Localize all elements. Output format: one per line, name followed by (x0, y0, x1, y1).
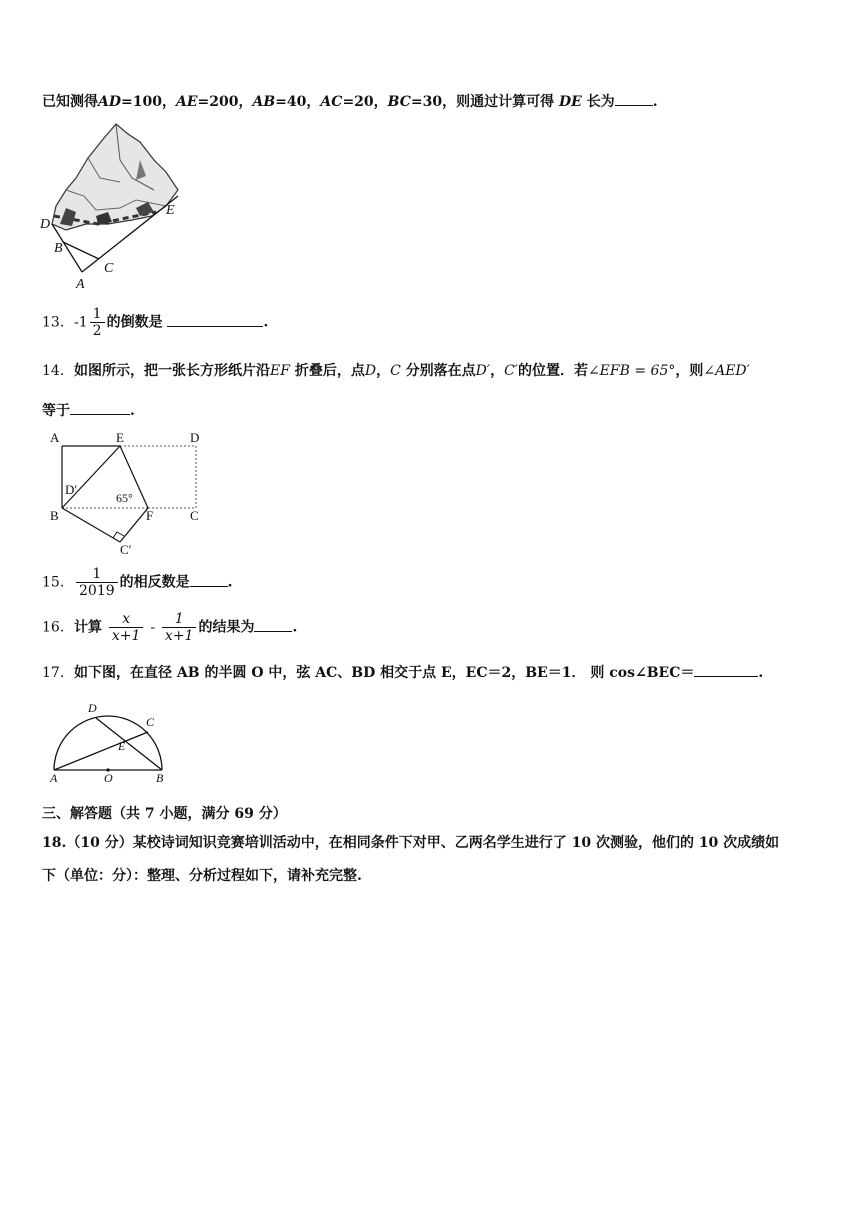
q14-text-line2: 等于 . (42, 403, 135, 419)
q14-figure (50, 430, 210, 555)
fraction-1-over-2019: $\frac{1}{2019}$ (76, 566, 118, 599)
q14-text: 14. 如图所示，把一张长方形纸片沿EF 折叠后，点D，C 分别落在点D′，C′的位置．若∠EFB = 65°，则∠AED′ (42, 363, 750, 379)
q17-figure (46, 700, 176, 790)
label-O: O (104, 771, 113, 785)
section-heading: 三、解答题（共 7 小题，满分 69 分） (42, 806, 287, 822)
label-B: B (50, 508, 59, 523)
q18-text-line1: 18.（10 分）某校诗词知识竞赛培训活动中，在相同条件下对甲、乙两名学生进行了 10 次测验，他们的 10 次成绩如 (42, 835, 780, 851)
q13-text: 13. -1 $\frac{1}{2}$ 的倒数是 . (42, 306, 269, 339)
label-C-prime: C′ (120, 542, 132, 557)
answer-blank-17[interactable] (694, 664, 758, 677)
answer-blank-14[interactable] (70, 402, 130, 415)
answer-blank-12[interactable] (615, 93, 653, 106)
answer-blank-13[interactable] (167, 314, 263, 327)
q12-text: 已知测得AD=100，AE=200，AB=40，AC=20，BC=30，则通过计算可得 DE 长为 . (42, 94, 658, 110)
label-E: E (166, 203, 175, 218)
label-C: C (146, 715, 155, 729)
label-B: B (54, 241, 63, 256)
q18-text-line2: 下（单位：分）：整理、分析过程如下，请补充完整. (42, 868, 362, 884)
label-D: D (190, 430, 200, 445)
q17-text: 17. 如下图，在直径 AB 的半圆 O 中，弦 AC、BD 相交于点 E，EC＝2，BE＝1． 则 cos∠BEC＝ . (42, 665, 764, 681)
label-B: B (156, 771, 164, 785)
label-A: A (76, 277, 85, 292)
chord-AC (54, 732, 148, 770)
label-D-prime: D′ (65, 482, 78, 497)
fraction-1-over-x-plus-1: $\frac{1}{x+1}$ (162, 611, 197, 644)
rock-shape (52, 124, 178, 230)
q16-text: 16. 计算 $\frac{x}{x+1}$ - $\frac{1}{x+1}$ 的结果为 . (42, 611, 298, 644)
q15-text: 15. $\frac{1}{2019}$ 的相反数是 . (42, 566, 233, 599)
label-D: D (88, 701, 97, 715)
label-E: E (118, 739, 126, 753)
label-C: C (190, 508, 199, 523)
label-E: E (116, 430, 124, 445)
edge-B-C-prime (62, 508, 120, 542)
edge-C-prime-F (120, 508, 148, 542)
label-A: A (50, 771, 58, 785)
label-angle-65: 65° (116, 491, 133, 505)
answer-blank-15[interactable] (190, 574, 228, 587)
fraction-one-half: $\frac{1}{2}$ (90, 306, 105, 339)
answer-blank-16[interactable] (254, 619, 292, 632)
label-A: A (50, 430, 60, 445)
label-D: D (40, 217, 51, 232)
fraction-x-over-x-plus-1: $\frac{x}{x+1}$ (109, 611, 144, 644)
right-angle-mark (113, 532, 124, 538)
label-F: F (146, 508, 154, 523)
q12-figure (36, 120, 186, 290)
edge-ED-prime-B (62, 446, 120, 508)
label-C: C (104, 261, 114, 276)
